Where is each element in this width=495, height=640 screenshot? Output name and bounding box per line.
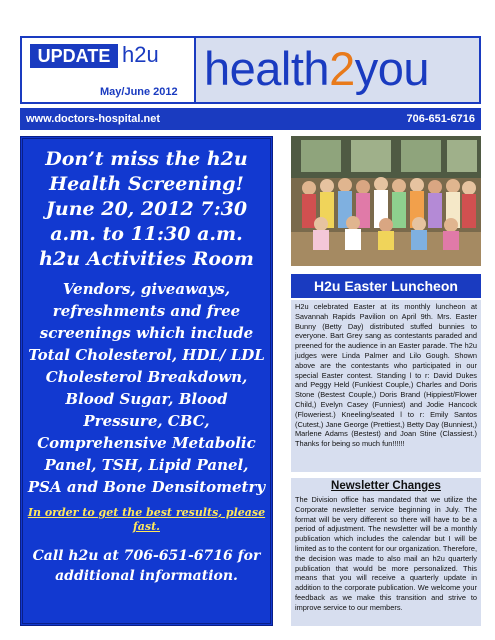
masthead-title bbox=[204, 44, 429, 94]
phone-number: 706-651-6716 bbox=[406, 113, 475, 125]
website-link[interactable]: www.doctors-hospital.net bbox=[26, 113, 161, 125]
screening-promo bbox=[20, 136, 273, 626]
title-two: 2 bbox=[329, 42, 355, 95]
masthead-header bbox=[20, 36, 481, 106]
fasting-note: In order to get the best results, please fast. bbox=[27, 506, 266, 533]
newsletter-changes-title: Newsletter Changes bbox=[291, 478, 481, 494]
contact-bar bbox=[20, 108, 481, 130]
promo-details: Vendors, giveaways, refreshments and free screenings which include Total Cholesterol, HDL/ LDL Cholesterol Breakdown, Blood Sugar, Blood Pressure, CBC, Comprehensive Metabolic Panel, TSH, Lipid Panel, PSA and Bone Densitometry bbox=[27, 280, 266, 496]
newsletter-page bbox=[20, 36, 481, 630]
update-label: UPDATE bbox=[30, 44, 118, 68]
easter-article-body: H2u celebrated Easter at its monthly luncheon at Savannah Rapids Pavilion on April 9th. Mrs. Easter Bunny (Betty Day) distributed stuffed bunnies to everyone. Bart Grey sang as contestants paraded and preened for the audience in an Easter parade. The h2u judges were Linda Palmer and Lilo Gough. Shown above are the contestants who participated in our special Easter contest. Standing l to r: David Dukes and Peggy Held (Funkiest Couple,) Charles and Doris Stone (Bestest Couple,) Doris Brand (Hippiest/Flower Child,) Evelyn Casey (Funniest) and Jodie Hancock (Floweriest.) Kneeling/seated l to r: Emily Santos (Cutest,) Jane George (Prettiest,) Betty Day (Bunniest,) Marlene Adams (Bestest) and Joan Stine (Classiest.) Thanks for being so much fun!!!!!! bbox=[291, 300, 481, 472]
call-to-action: Call h2u at 706-651-6716 for additional information. bbox=[32, 548, 261, 584]
easter-article-title: H2u Easter Luncheon bbox=[291, 274, 481, 298]
h2u-logo-text: h2u bbox=[122, 42, 159, 67]
masthead-title-box bbox=[196, 36, 481, 104]
title-you: you bbox=[354, 42, 429, 95]
photo-illustration bbox=[291, 136, 481, 266]
newsletter-changes-body: The Division office has mandated that we utilize the Corporate newsletter service beginning in July. The format will be very different so there will have to be a period of adjustment. The newsletter will be a monthly publication which includes the calendar but I will be limited as to the content for our organization. Therefore, the decision was made to also mail an h2u quarterly publication that would be more personalized. This means that you will receive a quarterly update in addition to the corporate publication. We welcome your feedback as we make this transition and strive to improve service to our members. bbox=[291, 494, 481, 626]
issue-date: May/June 2012 bbox=[100, 86, 178, 98]
promo-headline: Don’t miss the h2u Health Screening! June 20, 2012 7:30 a.m. to 11:30 a.m. h2u Activities Room bbox=[39, 148, 254, 270]
easter-group-photo bbox=[291, 136, 481, 266]
title-health: health bbox=[204, 42, 330, 95]
update-box bbox=[20, 36, 196, 104]
